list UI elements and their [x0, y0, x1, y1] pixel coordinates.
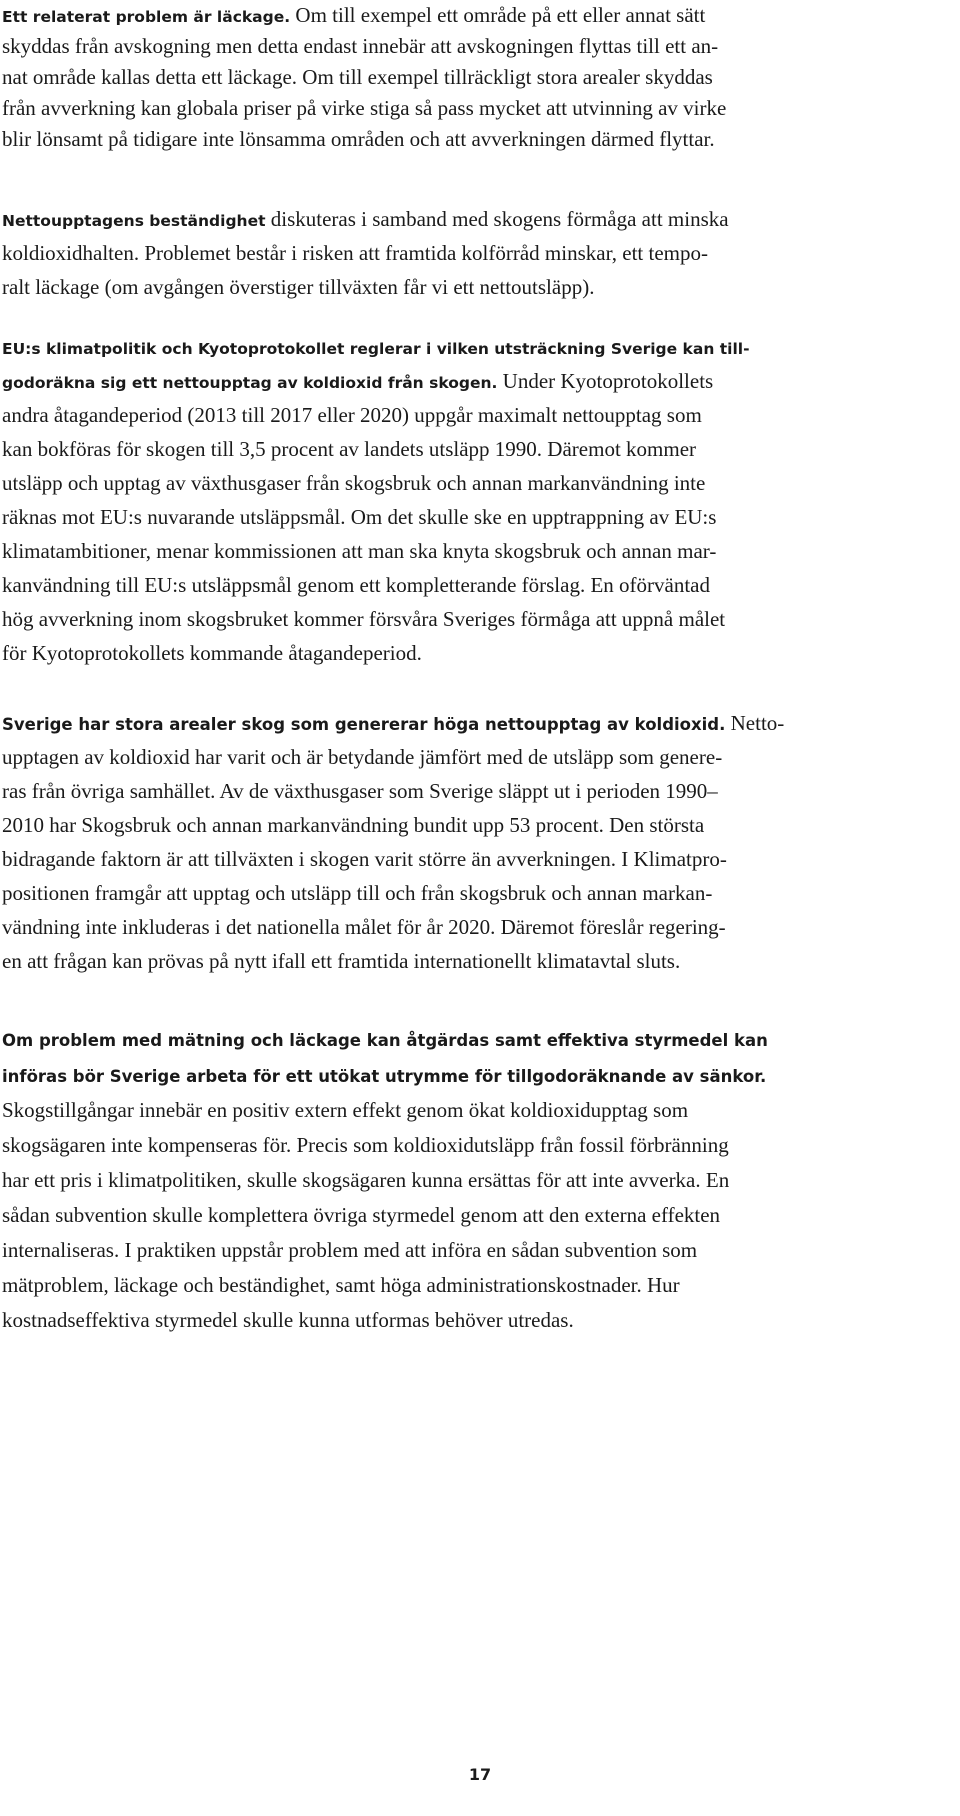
paragraph-text: diskuteras i samband med skogens förmåga att minska [265, 207, 729, 231]
paragraph-line: sådan subvention skulle komplettera övriga styrmedel genom att den externa effekten [2, 1203, 721, 1227]
paragraph-lead: Sverige har stora arealer skog som genererar höga nettoupptag av koldioxid. [2, 715, 726, 734]
paragraph-lead: Om problem med mätning och läckage kan åtgärdas samt effektiva styrmedel kan [2, 1031, 768, 1050]
paragraph-line [2, 0, 956, 31]
paragraph-line: har ett pris i klimatpolitiken, skulle skogsägaren kunna ersättas för att inte avverka. En [2, 1168, 730, 1192]
paragraph-eu-policy [2, 330, 956, 670]
paragraph-line: 2010 har Skogsbruk och annan markanvändning bundit upp 53 procent. Den största [2, 813, 705, 837]
paragraph-line: blir lönsamt på tidigare inte lönsamma områden och att avverkningen därmed flyttar. [2, 127, 715, 151]
paragraph-text: Netto- [725, 711, 785, 735]
paragraph-line: ras från övriga samhället. Av de växthusgaser som Sverige släppt ut i perioden 1990– [2, 779, 718, 803]
paragraph-line: skogsägaren inte kompenseras för. Precis som koldioxidutsläpp från fossil förbränning [2, 1133, 729, 1157]
paragraph-line: internaliseras. I praktiken uppstår problem med att införa en sådan subvention som [2, 1238, 698, 1262]
paragraph-line [2, 330, 956, 364]
paragraph-line: mätproblem, läckage och beständighet, samt höga administrationskostnader. Hur [2, 1273, 680, 1297]
paragraph-line: hög avverkning inom skogsbruket kommer försvåra Sveriges förmåga att uppnå målet [2, 607, 726, 631]
paragraph-line [2, 202, 956, 236]
paragraph-line: skyddas från avskogning men detta endast innebär att avskogningen flyttas till ett an- [2, 34, 719, 58]
paragraph-line [2, 1057, 956, 1093]
paragraph-line: klimatambitioner, menar kommissionen att man ska knyta skogsbruk och annan mar- [2, 539, 717, 563]
paragraph-lead: godoräkna sig ett nettoupptag av koldioxid från skogen. [2, 374, 498, 392]
paragraph-line: kanvändning till EU:s utsläppsmål genom ett kompletterande förslag. En oförväntad [2, 573, 711, 597]
paragraph-line: upptagen av koldioxid har varit och är betydande jämfört med de utsläpp som genere- [2, 745, 723, 769]
paragraph-line: en att frågan kan prövas på nytt ifall ett framtida internationellt klimatavtal sluts. [2, 949, 681, 973]
paragraph-line: vändning inte inkluderas i det nationella målet för år 2020. Däremot föreslår regering- [2, 915, 726, 939]
paragraph-sweden-sink [2, 706, 956, 978]
paragraph-line: från avverkning kan globala priser på virke stiga så pass mycket att utvinning av virke [2, 96, 727, 120]
paragraph-measurement [2, 1021, 956, 1338]
paragraph-line [2, 706, 956, 740]
paragraph-lead: Ett relaterat problem är läckage. [2, 8, 291, 26]
paragraph-lead: införas bör Sverige arbeta för ett utökat utrymme för tillgodoräknande av sänkor. [2, 1067, 767, 1086]
paragraph-line: räknas mot EU:s nuvarande utsläppsmål. Om det skulle ske en upptrappning av EU:s [2, 505, 717, 529]
paragraph-line: Skogstillgångar innebär en positiv extern effekt genom ökat koldioxidupptag som [2, 1098, 689, 1122]
paragraph-line: positionen framgår att upptag och utsläpp till och från skogsbruk och annan markan- [2, 881, 713, 905]
paragraph-line: nat område kallas detta ett läckage. Om till exempel tillräckligt stora arealer skyddas [2, 65, 713, 89]
paragraph-line: utsläpp och upptag av växthusgaser från skogsbruk och annan markanvändning inte [2, 471, 706, 495]
paragraph-lead: EU:s klimatpolitik och Kyotoprotokollet reglerar i vilken utsträckning Sverige kan till- [2, 340, 750, 358]
paragraph-permanence [2, 202, 956, 304]
paragraph-leakage [2, 0, 956, 155]
paragraph-line: bidragande faktorn är att tillväxten i skogen varit större än avverkningen. I Klimatpro- [2, 847, 727, 871]
paragraph-line: kan bokföras för skogen till 3,5 procent av landets utsläpp 1990. Däremot kommer [2, 437, 697, 461]
page-number: 17 [468, 1765, 492, 1784]
paragraph-line: för Kyotoprotokollets kommande åtagandeperiod. [2, 641, 422, 665]
paragraph-line: kostnadseffektiva styrmedel skulle kunna utformas behöver utredas. [2, 1308, 574, 1332]
paragraph-line [2, 1021, 956, 1057]
paragraph-line [2, 364, 956, 398]
paragraph-lead: Nettoupptagens beständighet [2, 212, 266, 230]
paragraph-line: koldioxidhalten. Problemet består i risken att framtida kolförråd minskar, ett tempo- [2, 241, 708, 265]
paragraph-line: ralt läckage (om avgången överstiger tillväxten får vi ett nettoutsläpp). [2, 275, 595, 299]
paragraph-text: Under Kyotoprotokollets [497, 369, 714, 393]
paragraph-line: andra åtagandeperiod (2013 till 2017 eller 2020) uppgår maximalt nettoupptag som [2, 403, 702, 427]
paragraph-text: Om till exempel ett område på ett eller annat sätt [290, 3, 706, 27]
